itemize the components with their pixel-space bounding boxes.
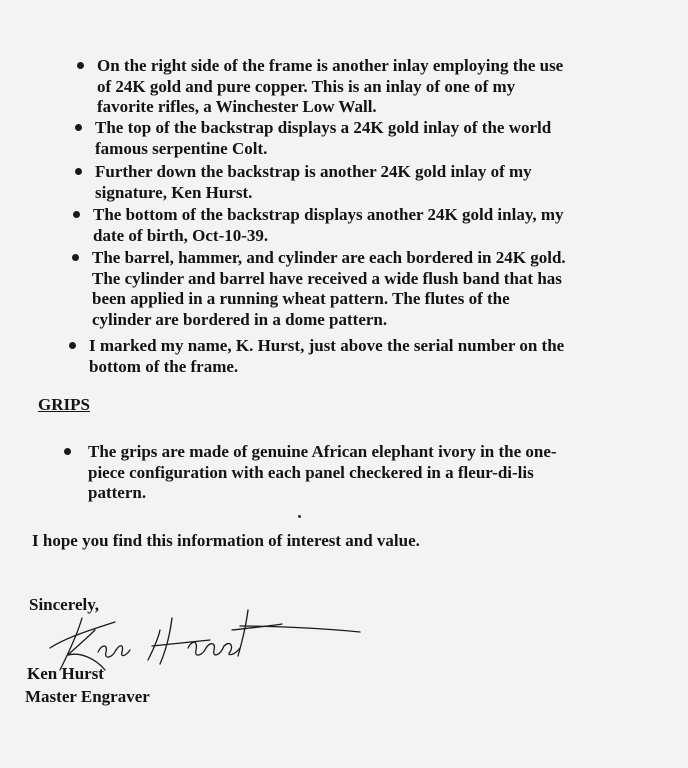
signer-name: Ken Hurst: [27, 664, 104, 683]
bullet-dot: [73, 211, 80, 218]
bullet-item-backstrap-top: [95, 118, 551, 159]
bullet-dot: [75, 168, 82, 175]
bullet-dot: [72, 254, 79, 261]
bullet-item-backstrap-bottom: [93, 205, 564, 246]
bullet-item-backstrap-signature: [95, 162, 532, 203]
bullet-dot: [77, 62, 84, 69]
bullet-line: The cylinder and barrel have received a wide flush band that has: [92, 268, 562, 288]
bullet-line: of 24K gold and pure copper. This is an inlay of one of my: [97, 76, 516, 96]
bullet-line: The bottom of the backstrap displays another 24K gold inlay, my: [93, 205, 564, 224]
bullet-line: The top of the backstrap displays a 24K gold inlay of the world: [95, 118, 552, 137]
bullet-line: cylinder are bordered in a dome pattern.: [92, 309, 388, 329]
sincerely-text: Sincerely,: [29, 595, 100, 614]
signer-title: Master Engraver: [25, 687, 150, 706]
bullet-line: Further down the backstrap is another 24K gold inlay of my: [95, 162, 532, 181]
grips-heading: GRIPS: [38, 395, 90, 414]
bullet-line: The barrel, hammer, and cylinder are each bordered in 24K gold.: [92, 248, 566, 267]
bullet-item-right-side-inlay: [97, 56, 563, 118]
bullet-line: On the right side of the frame is another inlay employing the use: [97, 56, 564, 75]
bullet-line: date of birth, Oct-10-39.: [93, 225, 269, 245]
bullet-dot: [64, 448, 71, 455]
closing-sentence: I hope you find this information of interest and value.: [32, 531, 420, 550]
bullet-item-barrel-hammer-cylinder: [92, 248, 566, 330]
bullet-dot: [75, 124, 82, 131]
bullet-line: bottom of the frame.: [89, 356, 239, 376]
bullet-line: piece configuration with each panel checkered in a fleur-di-lis: [88, 462, 534, 482]
bullet-line: I marked my name, K. Hurst, just above the serial number on the: [89, 336, 565, 355]
bullet-line: famous serpentine Colt.: [95, 138, 268, 158]
bullet-line: favorite rifles, a Winchester Low Wall.: [97, 97, 377, 116]
bullet-item-serial-mark: [89, 336, 564, 377]
bullet-line: pattern.: [88, 483, 147, 502]
signature-printed-name: [27, 664, 104, 684]
bullet-dot: [69, 342, 76, 349]
bullet-item-grips: [88, 442, 557, 504]
bullet-line: signature, Ken Hurst.: [95, 182, 253, 202]
bullet-line: been applied in a running wheat pattern. The flutes of the: [92, 289, 510, 308]
stray-mark: [298, 515, 301, 518]
bullet-line: The grips are made of genuine African elephant ivory in the one-: [88, 442, 557, 461]
